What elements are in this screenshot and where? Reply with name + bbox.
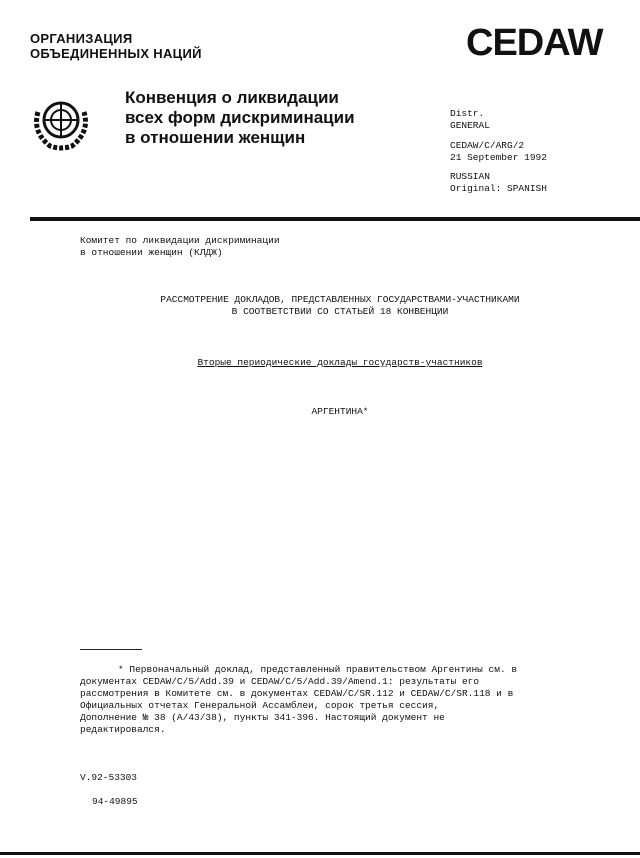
footnote-line: рассмотрения в Комитете см. в документах CEDAW/C/SR.112 и CEDAW/C/SR.118 и в xyxy=(80,688,514,699)
language-block xyxy=(450,171,547,195)
header-divider xyxy=(30,217,640,221)
document-date: 21 September 1992 xyxy=(450,152,547,163)
footnote-line: Дополнение № 38 (A/43/38), пункты 341-396. Настоящий документ не xyxy=(80,712,445,723)
document-symbol: CEDAW/C/ARG/2 xyxy=(450,140,525,151)
org-line-1: ОРГАНИЗАЦИЯ xyxy=(30,31,133,46)
footnote-line: редактировался. xyxy=(80,724,166,735)
footnote-line: документах CEDAW/C/5/Add.39 и CEDAW/C/5/Add.39/Amend.1: результаты его xyxy=(80,676,480,687)
main-heading xyxy=(60,294,620,318)
job-number-secondary: 94-49895 xyxy=(92,796,138,807)
subheading: Вторые периодические доклады государств-участников xyxy=(197,357,483,368)
document-language: RUSSIAN xyxy=(450,171,490,182)
footnote xyxy=(80,664,570,736)
committee-name xyxy=(80,235,280,259)
original-language: Original: SPANISH xyxy=(450,183,547,194)
committee-line-2: в отношении женщин (КЛДЖ) xyxy=(80,247,223,258)
distr-type: GENERAL xyxy=(450,120,490,131)
heading-line-1: РАССМОТРЕНИЕ ДОКЛАДОВ, ПРЕДСТАВЛЕННЫХ ГОСУДАРСТВАМИ-УЧАСТНИКАМИ xyxy=(160,294,520,305)
job-number: V.92-53303 xyxy=(80,772,138,783)
heading-line-2: В СООТВЕТСТВИИ СО СТАТЬЕЙ 18 КОНВЕНЦИИ xyxy=(231,306,449,317)
cedaw-logo-text: CEDAW xyxy=(466,22,603,64)
convention-line-1: Конвенция о ликвидации xyxy=(125,88,339,107)
footnote-line: Официальных отчетах Генеральной Ассамблеи, сорок третья сессия, xyxy=(80,700,440,711)
convention-line-2: всех форм дискриминации xyxy=(125,108,355,127)
country-title: АРГЕНТИНА* xyxy=(311,406,369,417)
un-emblem-icon xyxy=(30,92,92,152)
org-line-2: ОБЪЕДИНЕННЫХ НАЦИЙ xyxy=(30,46,202,61)
organization-name xyxy=(30,31,202,61)
convention-line-3: в отношении женщин xyxy=(125,128,306,147)
footnote-divider xyxy=(80,649,142,650)
distribution xyxy=(450,108,490,132)
document-symbol-block xyxy=(450,140,547,164)
distr-label: Distr. xyxy=(450,108,485,119)
page-bottom-edge xyxy=(0,852,640,855)
footnote-line: * Первоначальный доклад, представленный правительством Аргентины см. в xyxy=(118,664,518,675)
convention-title xyxy=(125,88,355,148)
committee-line-1: Комитет по ликвидации дискриминации xyxy=(80,235,280,246)
